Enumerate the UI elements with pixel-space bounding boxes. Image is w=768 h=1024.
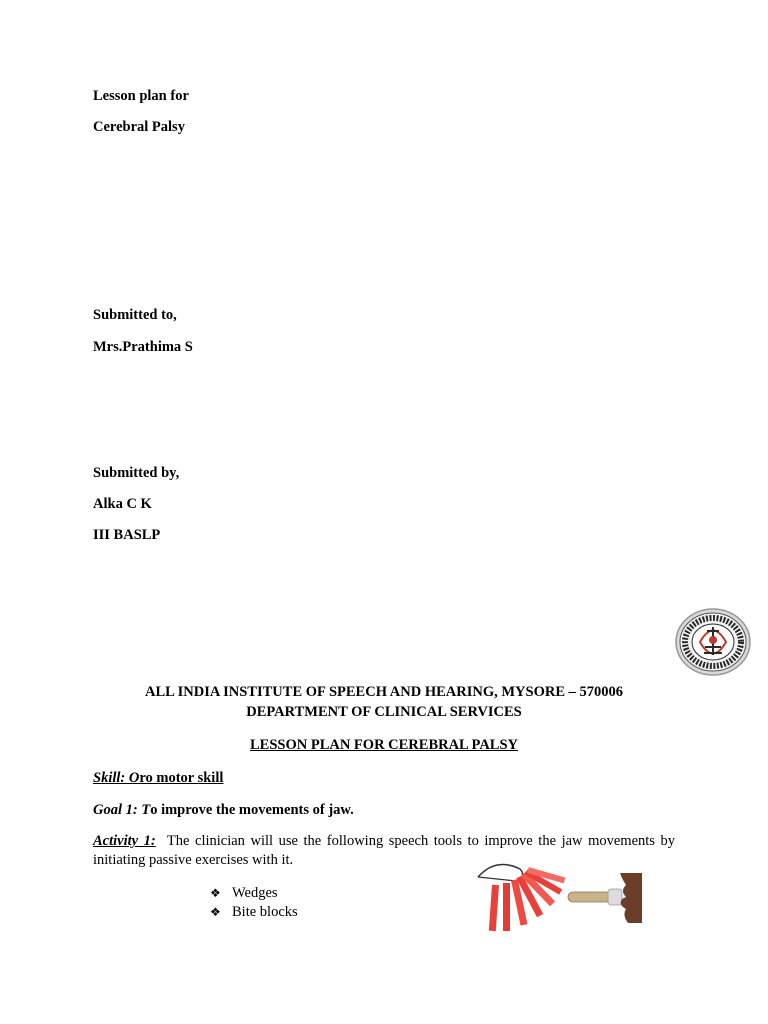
activity-text: The clinician will use the following speech tools to improve the jaw movements by initiating passive exercises with it.: [93, 833, 676, 868]
activity-label: Activity 1:: [93, 833, 156, 849]
goal-label: Goal 1: T: [93, 802, 151, 818]
submitted-by-class: III BASLP: [93, 527, 161, 543]
goal-line: [93, 801, 354, 819]
cover-title-line2: Cerebral Palsy: [93, 119, 185, 135]
skill-line: [93, 769, 223, 787]
bite-block-illustration: [456, 855, 644, 935]
list-item: ❖ Bite blocks: [210, 904, 298, 920]
submitted-by-label: Submitted by,: [93, 465, 180, 481]
skill-text: ro motor skill: [139, 770, 224, 786]
diamond-bullet-icon: ❖: [210, 905, 221, 919]
skill-label: Skill: O: [93, 770, 140, 786]
submitted-by-name: Alka C K: [93, 496, 152, 512]
list-item: ❖ Wedges: [210, 885, 278, 901]
cover-title-line1: Lesson plan for: [93, 88, 189, 104]
goal-text: o improve the movements of jaw.: [150, 802, 354, 818]
institute-name: ALL INDIA INSTITUTE OF SPEECH AND HEARING, MYSORE – 570006: [144, 684, 624, 700]
submitted-to-label: Submitted to,: [93, 307, 177, 323]
diamond-bullet-icon: ❖: [210, 886, 221, 900]
institute-seal-logo: [674, 607, 752, 677]
department-name: DEPARTMENT OF CLINICAL SERVICES: [246, 704, 522, 720]
plan-title: LESSON PLAN FOR CEREBRAL PALSY: [249, 737, 519, 753]
submitted-to-name: Mrs.Prathima S: [93, 339, 193, 355]
